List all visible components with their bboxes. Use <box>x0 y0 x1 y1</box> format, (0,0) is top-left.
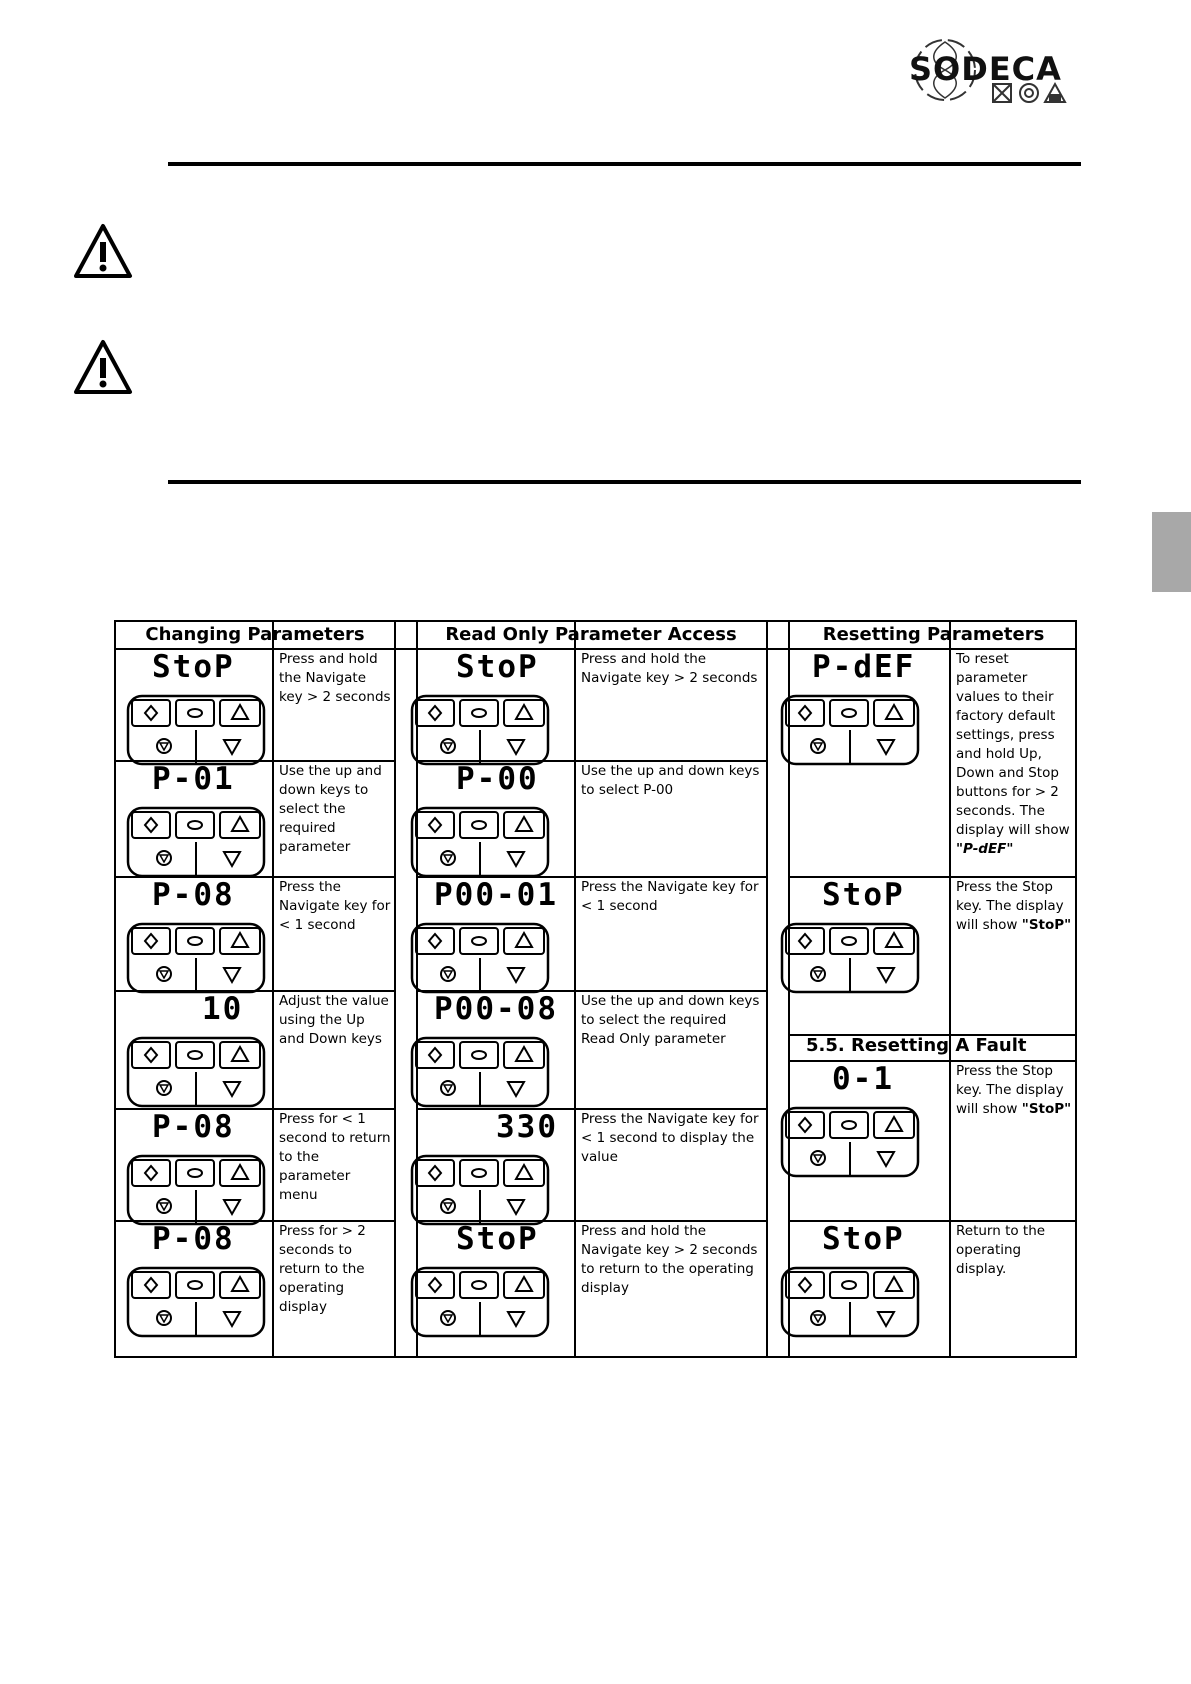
fault-section-title: 5.5. Resetting A Fault <box>806 1035 1027 1056</box>
lcd-display: StoP <box>822 1221 905 1257</box>
lcd-display: StoP <box>152 649 235 685</box>
keypad-illustration <box>126 1266 266 1338</box>
lcd-display: StoP <box>822 877 905 913</box>
sodeca-logo <box>905 32 1085 112</box>
instruction-text: Use the up and down keys to select the required Read Only parameter <box>581 993 760 1047</box>
keypad-illustration <box>410 694 550 766</box>
top-rule <box>168 162 1081 166</box>
lcd-display: P-08 <box>152 877 235 913</box>
keypad-illustration <box>780 922 920 994</box>
warning-triangle-icon <box>72 338 134 396</box>
instruction-text: Press for > 2 seconds to return to the operating display <box>279 1223 366 1315</box>
instruction-text: Adjust the value using the Up and Down keys <box>279 993 389 1047</box>
keypad-illustration <box>126 694 266 766</box>
lcd-display: P-01 <box>152 761 235 797</box>
lcd-display: StoP <box>456 649 539 685</box>
keypad-illustration <box>410 922 550 994</box>
keypad-illustration <box>780 694 920 766</box>
lcd-display: 10 <box>202 991 244 1027</box>
lcd-display: P-dEF <box>812 649 916 685</box>
logo-text: SODECA <box>909 50 1062 88</box>
keypad-illustration <box>410 1154 550 1226</box>
section-title-readonly: Read Only Parameter Access <box>445 624 737 645</box>
keypad-illustration <box>410 1036 550 1108</box>
section-title-resetting: Resetting Parameters <box>822 624 1045 645</box>
instruction-text: Press and hold the Navigate key > 2 seconds to return to the operating display <box>581 1223 758 1296</box>
lcd-display: P-00 <box>456 761 539 797</box>
keypad-illustration <box>126 806 266 878</box>
lcd-display: P-08 <box>152 1109 235 1145</box>
lcd-display: P-08 <box>152 1221 235 1257</box>
keypad-illustration <box>410 806 550 878</box>
instruction-text: Use the up and down keys to select P-00 <box>581 763 760 798</box>
lcd-display: 0-1 <box>832 1061 894 1097</box>
keypad-illustration <box>126 922 266 994</box>
instruction-text: Press the Stop key. The display will show "StoP" <box>956 879 1072 933</box>
keypad-illustration <box>126 1036 266 1108</box>
keypad-illustration <box>780 1266 920 1338</box>
lcd-display: 330 <box>496 1109 558 1145</box>
lcd-display: P00-01 <box>434 877 558 913</box>
instruction-text: Press the Navigate key for < 1 second <box>279 879 391 933</box>
chapter-tab-marker <box>1152 512 1191 592</box>
instruction-text: To reset parameter values to their factory default settings, press and hold Up, Down and Stop buttons for > 2 seconds. The display will show "P-dEF" <box>956 651 1070 857</box>
instruction-text: Press the Navigate key for < 1 second <box>581 879 759 914</box>
instruction-text: Use the up and down keys to select the required parameter <box>279 763 382 855</box>
middle-rule <box>168 480 1081 484</box>
warning-triangle-icon <box>72 222 134 280</box>
lcd-display: P00-08 <box>434 991 558 1027</box>
section-title-changing: Changing Parameters <box>145 624 365 645</box>
instruction-text: Return to the operating display. <box>956 1223 1046 1277</box>
instruction-text: Press the Stop key. The display will show "StoP" <box>956 1063 1072 1117</box>
keypad-illustration <box>780 1106 920 1178</box>
instruction-text: Press for < 1 second to return to the parameter menu <box>279 1111 391 1203</box>
keypad-instructions-table <box>114 620 1077 1358</box>
instruction-text: Press and hold the Navigate key > 2 seconds <box>581 651 758 686</box>
keypad-illustration <box>126 1154 266 1226</box>
instruction-text: Press the Navigate key for < 1 second to display the value <box>581 1111 759 1165</box>
instruction-text: Press and hold the Navigate key > 2 seconds <box>279 651 391 705</box>
lcd-display: StoP <box>456 1221 539 1257</box>
keypad-illustration <box>410 1266 550 1338</box>
